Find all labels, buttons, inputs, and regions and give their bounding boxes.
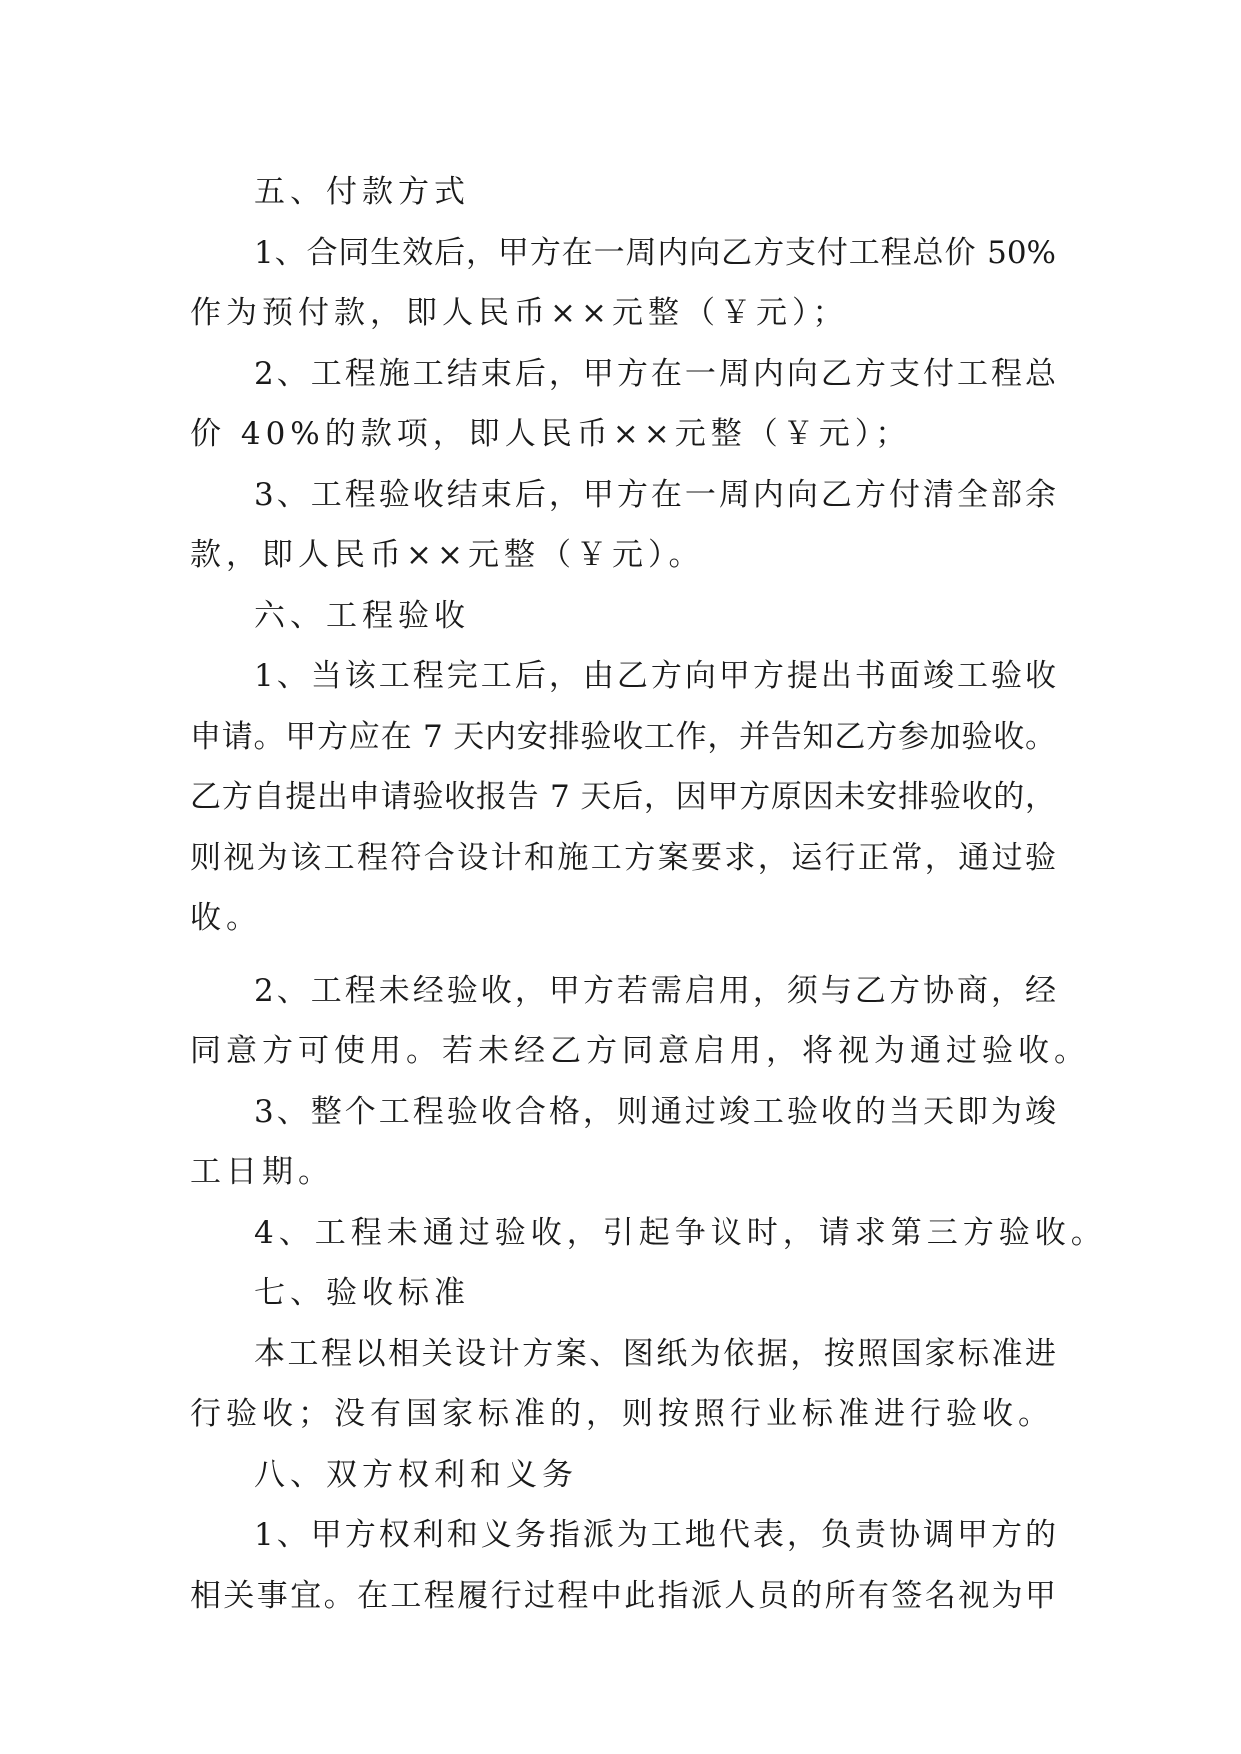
acceptance-clause-1-line-3: 乙方自提出申请验收报告 7 天后，因甲方原因未安排验收的，	[190, 779, 1056, 815]
acceptance-clause-4: 4、工程未通过验收，引起争议时，请求第三方验收。	[254, 1214, 1107, 1251]
acceptance-clause-2-line-2: 同意方可使用。若未经乙方同意启用，将视为通过验收。	[190, 1033, 1090, 1069]
standard-text-line-2: 行验收；没有国家标准的，则按照行业标准进行验收。	[190, 1396, 1054, 1432]
payment-clause-2-line-1: 2、工程施工结束后，甲方在一周内向乙方支付工程总	[254, 355, 1056, 392]
payment-clause-3-line-1: 3、工程验收结束后，甲方在一周内向乙方付清全部余	[254, 476, 1056, 513]
acceptance-clause-1-line-2: 申请。甲方应在 7 天内安排验收工作，并告知乙方参加验收。	[190, 718, 1056, 755]
document-body	[190, 162, 1107, 1626]
acceptance-clause-3-line-1: 3、整个工程验收合格，则通过竣工验收的当天即为竣	[254, 1093, 1056, 1130]
acceptance-clause-3-line-2: 工日期。	[190, 1154, 334, 1190]
rights-clause-1-line-2: 相关事宜。在工程履行过程中此指派人员的所有签名视为甲	[190, 1577, 1056, 1614]
acceptance-clause-1-line-5: 收。	[190, 900, 262, 936]
heading-rights-obligations: 八、双方权利和义务	[254, 1456, 578, 1493]
heading-acceptance-standard: 七、验收标准	[254, 1275, 470, 1311]
paragraph-gap	[190, 949, 1070, 961]
payment-clause-1-line-1: 1、合同生效后，甲方在一周内向乙方支付工程总价 50%	[254, 234, 1056, 271]
heading-payment-method: 五、付款方式	[254, 174, 470, 210]
acceptance-clause-2-line-1: 2、工程未经验收，甲方若需启用，须与乙方协商，经	[254, 972, 1056, 1009]
acceptance-clause-1-line-4: 则视为该工程符合设计和施工方案要求，运行正常，通过验	[190, 839, 1056, 876]
rights-clause-1-line-1: 1、甲方权利和义务指派为工地代表，负责协调甲方的	[254, 1517, 1056, 1553]
payment-clause-3-line-2: 款，即人民币××元整（￥元）。	[190, 537, 705, 573]
payment-clause-2-line-2: 价 40%的款项，即人民币××元整（￥元）；	[190, 416, 912, 452]
acceptance-clause-1-line-1: 1、当该工程完工后，由乙方向甲方提出书面竣工验收	[254, 658, 1056, 694]
payment-clause-1-line-2: 作为预付款，即人民币××元整（￥元）；	[190, 295, 849, 331]
standard-text-line-1: 本工程以相关设计方案、图纸为依据，按照国家标准进	[254, 1335, 1056, 1372]
heading-acceptance: 六、工程验收	[254, 597, 470, 634]
